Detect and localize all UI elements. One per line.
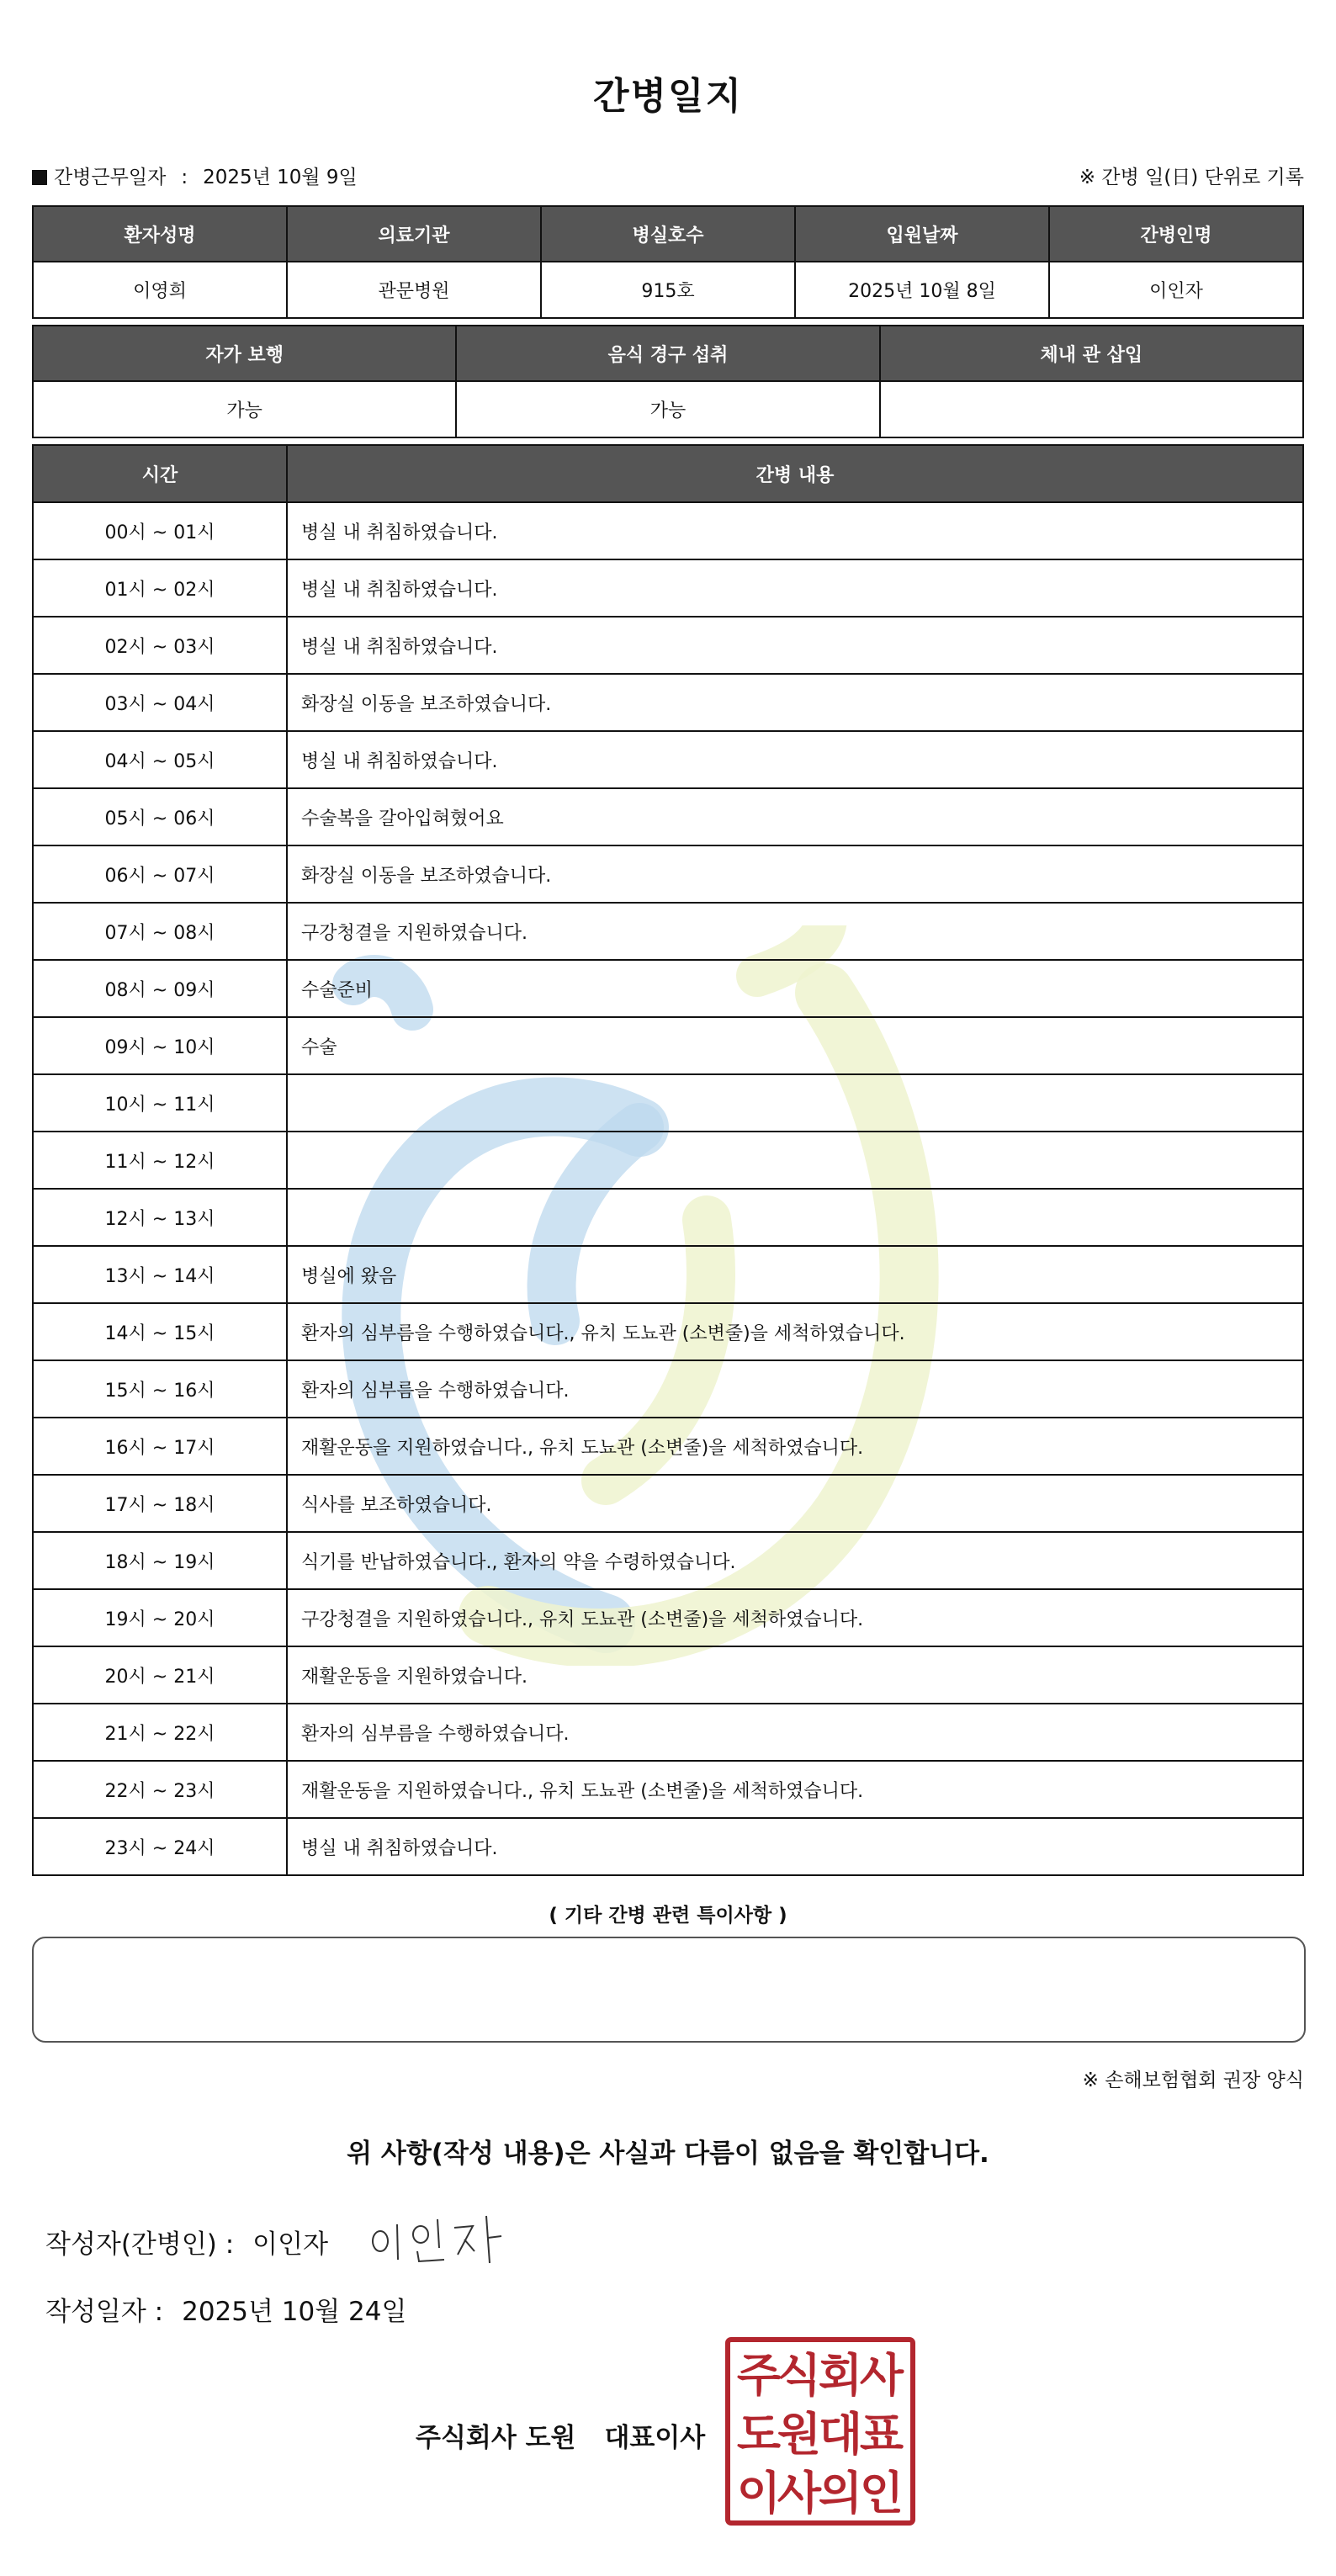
admission-date-value: 2025년 10월 8일: [795, 262, 1049, 318]
care-time: 15시 ~ 16시: [33, 1360, 287, 1418]
care-time: 07시 ~ 08시: [33, 903, 287, 960]
care-content: [287, 1132, 1303, 1189]
svg-text:회: 회: [818, 2349, 863, 2402]
special-notes-title: ( 기타 간병 관련 특이사항 ): [549, 1905, 787, 1927]
care-time: 23시 ~ 24시: [33, 1818, 287, 1875]
care-time: 03시 ~ 04시: [33, 674, 287, 731]
care-time: 20시 ~ 21시: [33, 1646, 287, 1704]
care-content: 구강청결을 지원하였습니다., 유치 도뇨관 (소변줄)을 세척하였습니다.: [287, 1589, 1303, 1646]
header-room: 병실호수: [541, 206, 795, 262]
care-log-row: [33, 1589, 1303, 1646]
header-walking: 자가 보행: [33, 326, 456, 381]
care-time: 22시 ~ 23시: [33, 1761, 287, 1818]
care-time: 17시 ~ 18시: [33, 1475, 287, 1532]
square-bullet-icon: [32, 170, 47, 185]
care-content: 수술준비: [287, 960, 1303, 1017]
care-log-row: [33, 1418, 1303, 1475]
written-date-value: 2025년 10월 24일: [182, 2297, 407, 2327]
svg-text:인: 인: [859, 2467, 904, 2520]
care-log-row: [33, 960, 1303, 1017]
ceo-title: 대표이사: [604, 2423, 706, 2453]
care-content: 병실 내 취침하였습니다.: [287, 502, 1303, 559]
care-time: 02시 ~ 03시: [33, 617, 287, 674]
care-time: 13시 ~ 14시: [33, 1246, 287, 1303]
work-date-line: [32, 162, 358, 189]
care-time: 16시 ~ 17시: [33, 1418, 287, 1475]
header-caregiver: 간병인명: [1049, 206, 1303, 262]
care-time: 12시 ~ 13시: [33, 1189, 287, 1246]
care-time: 08시 ~ 09시: [33, 960, 287, 1017]
oral-intake-value: 가능: [456, 381, 879, 437]
svg-text:대: 대: [818, 2408, 863, 2461]
tube-insertion-value: [880, 381, 1303, 437]
care-log-row: [33, 559, 1303, 617]
care-time: 14시 ~ 15시: [33, 1303, 287, 1360]
work-date-label: 간병근무일자: [54, 167, 167, 188]
room-value: 915호: [541, 262, 795, 318]
svg-text:원: 원: [777, 2408, 822, 2461]
care-content: 화장실 이동을 보조하였습니다.: [287, 674, 1303, 731]
care-content: 수술: [287, 1017, 1303, 1074]
handwritten-signature: [363, 2211, 506, 2270]
svg-text:식: 식: [777, 2349, 822, 2402]
care-log-row: [33, 1761, 1303, 1818]
care-content: 병실 내 취침하였습니다.: [287, 617, 1303, 674]
patient-name-value: 이영희: [33, 262, 287, 318]
care-log-row: [33, 1074, 1303, 1132]
svg-text:사: 사: [777, 2467, 822, 2520]
care-log-row: [33, 1132, 1303, 1189]
header-tube-insertion: 체내 관 삽입: [880, 326, 1303, 381]
care-log-row: [33, 502, 1303, 559]
care-log-row: [33, 1360, 1303, 1418]
care-content: 병실 내 취침하였습니다.: [287, 731, 1303, 788]
care-log-row: [33, 845, 1303, 903]
special-notes-box: [32, 1937, 1306, 2043]
care-content: [287, 1074, 1303, 1132]
caregiver-value: 이인자: [1049, 262, 1303, 318]
care-time: 19시 ~ 20시: [33, 1589, 287, 1646]
walking-value: 가능: [33, 381, 456, 437]
svg-text:이: 이: [736, 2467, 782, 2520]
care-log-row: [33, 1704, 1303, 1761]
care-time: 00시 ~ 01시: [33, 502, 287, 559]
care-content: 병실에 왔음: [287, 1246, 1303, 1303]
patient-info-table: [32, 205, 1304, 319]
company-line: [416, 2416, 705, 2454]
writer-line: [45, 2223, 328, 2261]
care-log-row: [33, 1246, 1303, 1303]
header-oral-intake: 음식 경구 섭취: [456, 326, 879, 381]
care-content: [287, 1189, 1303, 1246]
header-hospital: 의료기관: [287, 206, 541, 262]
care-content: 화장실 이동을 보조하였습니다.: [287, 845, 1303, 903]
svg-text:사: 사: [859, 2349, 904, 2402]
care-content: 환자의 심부름을 수행하였습니다., 유치 도뇨관 (소변줄)을 세척하였습니다.: [287, 1303, 1303, 1360]
written-date-label: 작성일자 :: [45, 2297, 164, 2327]
care-log-row: [33, 1646, 1303, 1704]
care-content: 재활운동을 지원하였습니다., 유치 도뇨관 (소변줄)을 세척하였습니다.: [287, 1761, 1303, 1818]
ability-info-table: [32, 325, 1304, 438]
care-content: 식사를 보조하였습니다.: [287, 1475, 1303, 1532]
care-content: 병실 내 취침하였습니다.: [287, 1818, 1303, 1875]
record-note: ※ 간병 일(日) 단위로 기록: [1079, 167, 1304, 188]
svg-text:도: 도: [736, 2408, 782, 2461]
care-log-row: [33, 1303, 1303, 1360]
work-date-colon: :: [181, 167, 188, 188]
care-time: 06시 ~ 07시: [33, 845, 287, 903]
written-date-line: [45, 2290, 406, 2328]
svg-text:표: 표: [859, 2408, 904, 2461]
care-log-row: [33, 1475, 1303, 1532]
header-admission-date: 입원날짜: [795, 206, 1049, 262]
care-log-rows: [33, 502, 1303, 1875]
care-content: 환자의 심부름을 수행하였습니다.: [287, 1360, 1303, 1418]
care-content: 재활운동을 지원하였습니다., 유치 도뇨관 (소변줄)을 세척하였습니다.: [287, 1418, 1303, 1475]
company-name: 주식회사 도원: [416, 2423, 576, 2453]
care-log-table: [32, 444, 1304, 1876]
care-time: 21시 ~ 22시: [33, 1704, 287, 1761]
company-seal: [725, 2337, 915, 2526]
care-log-row: [33, 674, 1303, 731]
svg-text:의: 의: [818, 2467, 863, 2520]
header-patient-name: 환자성명: [33, 206, 287, 262]
care-log-row: [33, 1532, 1303, 1589]
care-content: 식기를 반납하였습니다., 환자의 약을 수령하였습니다.: [287, 1532, 1303, 1589]
care-content: 수술복을 갈아입혀혔어요: [287, 788, 1303, 845]
confirmation-statement: 위 사항(작성 내용)은 사실과 다름이 없음을 확인합니다.: [347, 2139, 989, 2169]
care-log-row: [33, 788, 1303, 845]
care-time: 04시 ~ 05시: [33, 731, 287, 788]
care-log-row: [33, 617, 1303, 674]
care-log-row: [33, 1818, 1303, 1875]
header-time: 시간: [33, 445, 287, 502]
care-log-row: [33, 1189, 1303, 1246]
care-time: 18시 ~ 19시: [33, 1532, 287, 1589]
care-log-row: [33, 903, 1303, 960]
hospital-value: 관문병원: [287, 262, 541, 318]
recommendation-note: ※ 손해보험협회 권장 양식: [1082, 2070, 1304, 2091]
care-content: 재활운동을 지원하였습니다.: [287, 1646, 1303, 1704]
work-date-value: 2025년 10월 9일: [203, 167, 358, 188]
care-log-row: [33, 1017, 1303, 1074]
svg-text:주: 주: [736, 2349, 782, 2402]
document-title: 간병일지: [592, 75, 743, 118]
care-content: 병실 내 취침하였습니다.: [287, 559, 1303, 617]
care-log-row: [33, 731, 1303, 788]
header-care-content: 간병 내용: [287, 445, 1303, 502]
writer-name: 이인자: [252, 2229, 329, 2260]
care-time: 05시 ~ 06시: [33, 788, 287, 845]
care-time: 10시 ~ 11시: [33, 1074, 287, 1132]
writer-label: 작성자(간병인) :: [45, 2229, 235, 2260]
care-time: 09시 ~ 10시: [33, 1017, 287, 1074]
care-time: 11시 ~ 12시: [33, 1132, 287, 1189]
care-content: 구강청결을 지원하였습니다.: [287, 903, 1303, 960]
care-content: 환자의 심부름을 수행하였습니다.: [287, 1704, 1303, 1761]
care-time: 01시 ~ 02시: [33, 559, 287, 617]
